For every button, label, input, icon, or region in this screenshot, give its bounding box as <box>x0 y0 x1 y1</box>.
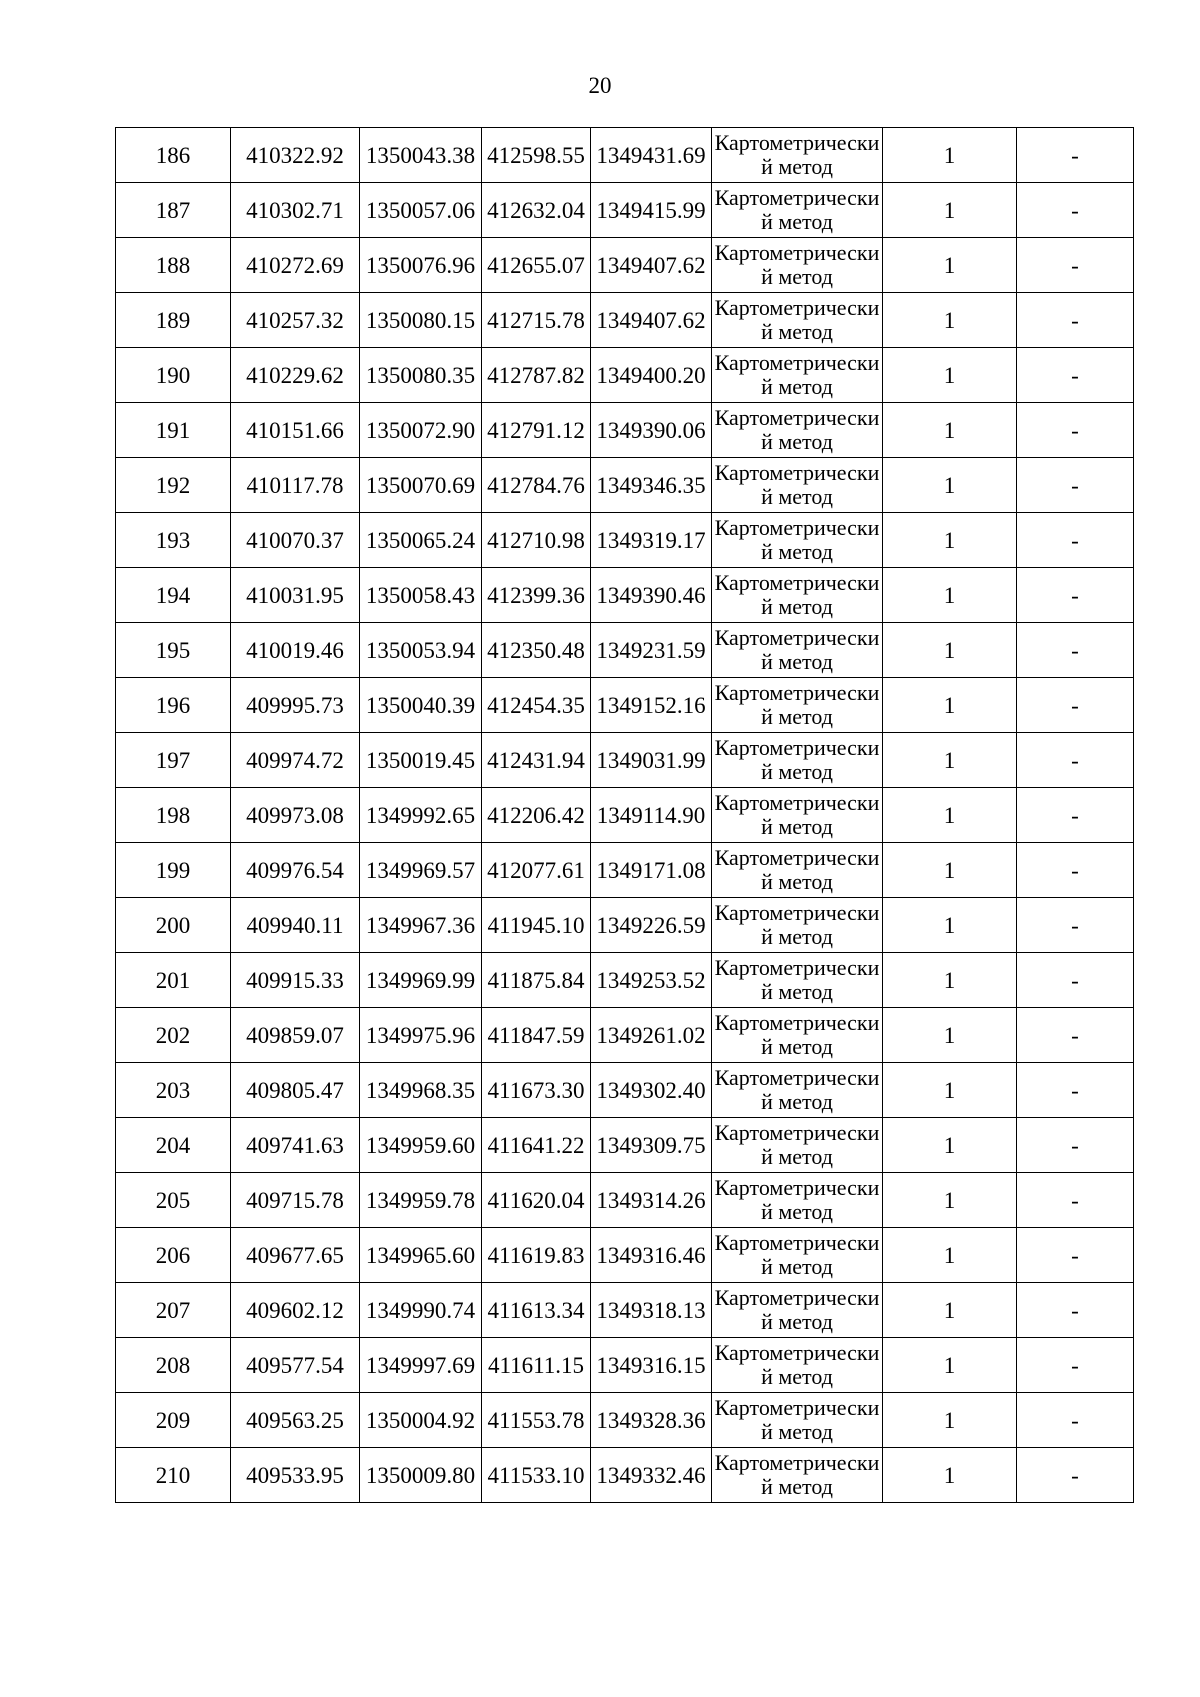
point-number-cell: 197 <box>116 733 231 788</box>
point-number-cell: 209 <box>116 1393 231 1448</box>
method-cell: Картометрический метод <box>712 843 883 898</box>
description-cell: - <box>1017 733 1134 788</box>
accuracy-cell: 1 <box>883 1118 1017 1173</box>
y-coordinate-new-cell: 1349309.75 <box>591 1118 712 1173</box>
y-coordinate-existing-cell: 1350009.80 <box>360 1448 482 1503</box>
table-body <box>116 128 1134 1503</box>
x-coordinate-new-cell: 411553.78 <box>482 1393 591 1448</box>
point-number-cell: 187 <box>116 183 231 238</box>
y-coordinate-new-cell: 1349253.52 <box>591 953 712 1008</box>
table-row <box>116 733 1134 788</box>
x-coordinate-existing-cell: 410070.37 <box>231 513 360 568</box>
point-number-cell: 192 <box>116 458 231 513</box>
y-coordinate-new-cell: 1349328.36 <box>591 1393 712 1448</box>
description-cell: - <box>1017 953 1134 1008</box>
description-cell: - <box>1017 898 1134 953</box>
description-cell: - <box>1017 1173 1134 1228</box>
accuracy-cell: 1 <box>883 238 1017 293</box>
accuracy-cell: 1 <box>883 568 1017 623</box>
accuracy-cell: 1 <box>883 1338 1017 1393</box>
x-coordinate-existing-cell: 409577.54 <box>231 1338 360 1393</box>
method-cell: Картометрический метод <box>712 788 883 843</box>
y-coordinate-existing-cell: 1350004.92 <box>360 1393 482 1448</box>
point-number-cell: 205 <box>116 1173 231 1228</box>
y-coordinate-existing-cell: 1349969.99 <box>360 953 482 1008</box>
description-cell: - <box>1017 788 1134 843</box>
y-coordinate-new-cell: 1349318.13 <box>591 1283 712 1338</box>
method-cell: Картометрический метод <box>712 238 883 293</box>
method-cell: Картометрический метод <box>712 458 883 513</box>
method-cell: Картометрический метод <box>712 568 883 623</box>
point-number-cell: 207 <box>116 1283 231 1338</box>
x-coordinate-existing-cell: 409563.25 <box>231 1393 360 1448</box>
description-cell: - <box>1017 183 1134 238</box>
table-row <box>116 953 1134 1008</box>
y-coordinate-new-cell: 1349407.62 <box>591 238 712 293</box>
x-coordinate-new-cell: 412791.12 <box>482 403 591 458</box>
y-coordinate-new-cell: 1349319.17 <box>591 513 712 568</box>
method-cell: Картометрический метод <box>712 1448 883 1503</box>
x-coordinate-existing-cell: 410322.92 <box>231 128 360 183</box>
accuracy-cell: 1 <box>883 623 1017 678</box>
y-coordinate-existing-cell: 1349959.60 <box>360 1118 482 1173</box>
y-coordinate-existing-cell: 1350070.69 <box>360 458 482 513</box>
accuracy-cell: 1 <box>883 513 1017 568</box>
x-coordinate-new-cell: 411945.10 <box>482 898 591 953</box>
y-coordinate-existing-cell: 1350057.06 <box>360 183 482 238</box>
y-coordinate-new-cell: 1349226.59 <box>591 898 712 953</box>
description-cell: - <box>1017 128 1134 183</box>
table-row <box>116 568 1134 623</box>
x-coordinate-new-cell: 412399.36 <box>482 568 591 623</box>
y-coordinate-new-cell: 1349407.62 <box>591 293 712 348</box>
x-coordinate-existing-cell: 410151.66 <box>231 403 360 458</box>
x-coordinate-new-cell: 412206.42 <box>482 788 591 843</box>
y-coordinate-new-cell: 1349390.46 <box>591 568 712 623</box>
accuracy-cell: 1 <box>883 1173 1017 1228</box>
accuracy-cell: 1 <box>883 1008 1017 1063</box>
method-cell: Картометрический метод <box>712 293 883 348</box>
table-row <box>116 458 1134 513</box>
table-row <box>116 1118 1134 1173</box>
method-cell: Картометрический метод <box>712 183 883 238</box>
method-cell: Картометрический метод <box>712 403 883 458</box>
x-coordinate-new-cell: 411641.22 <box>482 1118 591 1173</box>
table-row <box>116 678 1134 733</box>
x-coordinate-existing-cell: 410302.71 <box>231 183 360 238</box>
x-coordinate-new-cell: 411673.30 <box>482 1063 591 1118</box>
description-cell: - <box>1017 1063 1134 1118</box>
method-cell: Картометрический метод <box>712 1228 883 1283</box>
accuracy-cell: 1 <box>883 953 1017 1008</box>
x-coordinate-new-cell: 412454.35 <box>482 678 591 733</box>
x-coordinate-existing-cell: 410257.32 <box>231 293 360 348</box>
page-number: 20 <box>588 73 612 98</box>
x-coordinate-existing-cell: 409741.63 <box>231 1118 360 1173</box>
description-cell: - <box>1017 1228 1134 1283</box>
table-row <box>116 843 1134 898</box>
y-coordinate-new-cell: 1349431.69 <box>591 128 712 183</box>
x-coordinate-existing-cell: 410229.62 <box>231 348 360 403</box>
description-cell: - <box>1017 1283 1134 1338</box>
method-cell: Картометрический метод <box>712 1008 883 1063</box>
x-coordinate-existing-cell: 410019.46 <box>231 623 360 678</box>
y-coordinate-new-cell: 1349400.20 <box>591 348 712 403</box>
method-cell: Картометрический метод <box>712 348 883 403</box>
point-number-cell: 201 <box>116 953 231 1008</box>
y-coordinate-existing-cell: 1349997.69 <box>360 1338 482 1393</box>
table-row <box>116 1448 1134 1503</box>
point-number-cell: 204 <box>116 1118 231 1173</box>
point-number-cell: 206 <box>116 1228 231 1283</box>
description-cell: - <box>1017 293 1134 348</box>
accuracy-cell: 1 <box>883 1283 1017 1338</box>
table-row <box>116 898 1134 953</box>
y-coordinate-new-cell: 1349415.99 <box>591 183 712 238</box>
y-coordinate-existing-cell: 1349965.60 <box>360 1228 482 1283</box>
point-number-cell: 195 <box>116 623 231 678</box>
x-coordinate-new-cell: 411847.59 <box>482 1008 591 1063</box>
x-coordinate-new-cell: 411619.83 <box>482 1228 591 1283</box>
table-row <box>116 1283 1134 1338</box>
accuracy-cell: 1 <box>883 843 1017 898</box>
accuracy-cell: 1 <box>883 128 1017 183</box>
y-coordinate-new-cell: 1349114.90 <box>591 788 712 843</box>
description-cell: - <box>1017 1008 1134 1063</box>
table-row <box>116 238 1134 293</box>
table-row <box>116 403 1134 458</box>
y-coordinate-existing-cell: 1349959.78 <box>360 1173 482 1228</box>
x-coordinate-existing-cell: 409677.65 <box>231 1228 360 1283</box>
point-number-cell: 191 <box>116 403 231 458</box>
table-row <box>116 183 1134 238</box>
description-cell: - <box>1017 843 1134 898</box>
y-coordinate-existing-cell: 1349992.65 <box>360 788 482 843</box>
y-coordinate-existing-cell: 1349975.96 <box>360 1008 482 1063</box>
point-number-cell: 190 <box>116 348 231 403</box>
description-cell: - <box>1017 1118 1134 1173</box>
method-cell: Картометрический метод <box>712 678 883 733</box>
point-number-cell: 200 <box>116 898 231 953</box>
x-coordinate-existing-cell: 409805.47 <box>231 1063 360 1118</box>
table-row <box>116 1393 1134 1448</box>
y-coordinate-existing-cell: 1350080.35 <box>360 348 482 403</box>
method-cell: Картометрический метод <box>712 1393 883 1448</box>
method-cell: Картометрический метод <box>712 623 883 678</box>
description-cell: - <box>1017 623 1134 678</box>
x-coordinate-existing-cell: 410031.95 <box>231 568 360 623</box>
y-coordinate-new-cell: 1349261.02 <box>591 1008 712 1063</box>
table-row <box>116 1063 1134 1118</box>
y-coordinate-new-cell: 1349332.46 <box>591 1448 712 1503</box>
x-coordinate-existing-cell: 409940.11 <box>231 898 360 953</box>
x-coordinate-new-cell: 412598.55 <box>482 128 591 183</box>
method-cell: Картометрический метод <box>712 1118 883 1173</box>
point-number-cell: 188 <box>116 238 231 293</box>
x-coordinate-new-cell: 412431.94 <box>482 733 591 788</box>
point-number-cell: 208 <box>116 1338 231 1393</box>
table-row <box>116 1173 1134 1228</box>
method-cell: Картометрический метод <box>712 1283 883 1338</box>
table-row <box>116 788 1134 843</box>
y-coordinate-new-cell: 1349231.59 <box>591 623 712 678</box>
y-coordinate-existing-cell: 1349967.36 <box>360 898 482 953</box>
y-coordinate-new-cell: 1349346.35 <box>591 458 712 513</box>
description-cell: - <box>1017 1393 1134 1448</box>
point-number-cell: 189 <box>116 293 231 348</box>
description-cell: - <box>1017 513 1134 568</box>
x-coordinate-new-cell: 412715.78 <box>482 293 591 348</box>
accuracy-cell: 1 <box>883 1448 1017 1503</box>
point-number-cell: 198 <box>116 788 231 843</box>
description-cell: - <box>1017 348 1134 403</box>
point-number-cell: 199 <box>116 843 231 898</box>
accuracy-cell: 1 <box>883 403 1017 458</box>
y-coordinate-existing-cell: 1350019.45 <box>360 733 482 788</box>
description-cell: - <box>1017 458 1134 513</box>
x-coordinate-new-cell: 412710.98 <box>482 513 591 568</box>
method-cell: Картометрический метод <box>712 1338 883 1393</box>
point-number-cell: 202 <box>116 1008 231 1063</box>
x-coordinate-existing-cell: 409973.08 <box>231 788 360 843</box>
x-coordinate-new-cell: 411613.34 <box>482 1283 591 1338</box>
description-cell: - <box>1017 238 1134 293</box>
accuracy-cell: 1 <box>883 1393 1017 1448</box>
x-coordinate-new-cell: 411533.10 <box>482 1448 591 1503</box>
point-number-cell: 186 <box>116 128 231 183</box>
x-coordinate-new-cell: 412655.07 <box>482 238 591 293</box>
table-row <box>116 128 1134 183</box>
y-coordinate-new-cell: 1349316.46 <box>591 1228 712 1283</box>
point-number-cell: 194 <box>116 568 231 623</box>
x-coordinate-existing-cell: 409995.73 <box>231 678 360 733</box>
method-cell: Картометрический метод <box>712 128 883 183</box>
accuracy-cell: 1 <box>883 1063 1017 1118</box>
description-cell: - <box>1017 403 1134 458</box>
x-coordinate-existing-cell: 409533.95 <box>231 1448 360 1503</box>
point-number-cell: 196 <box>116 678 231 733</box>
description-cell: - <box>1017 1448 1134 1503</box>
y-coordinate-new-cell: 1349031.99 <box>591 733 712 788</box>
x-coordinate-new-cell: 412784.76 <box>482 458 591 513</box>
table-row <box>116 348 1134 403</box>
table-row <box>116 293 1134 348</box>
y-coordinate-existing-cell: 1349968.35 <box>360 1063 482 1118</box>
x-coordinate-existing-cell: 409602.12 <box>231 1283 360 1338</box>
description-cell: - <box>1017 1338 1134 1393</box>
point-number-cell: 210 <box>116 1448 231 1503</box>
description-cell: - <box>1017 678 1134 733</box>
point-number-cell: 203 <box>116 1063 231 1118</box>
x-coordinate-new-cell: 411611.15 <box>482 1338 591 1393</box>
method-cell: Картометрический метод <box>712 1173 883 1228</box>
table-row <box>116 623 1134 678</box>
x-coordinate-existing-cell: 409915.33 <box>231 953 360 1008</box>
x-coordinate-new-cell: 412077.61 <box>482 843 591 898</box>
y-coordinate-existing-cell: 1349969.57 <box>360 843 482 898</box>
y-coordinate-existing-cell: 1350053.94 <box>360 623 482 678</box>
method-cell: Картометрический метод <box>712 1063 883 1118</box>
method-cell: Картометрический метод <box>712 733 883 788</box>
x-coordinate-existing-cell: 409976.54 <box>231 843 360 898</box>
y-coordinate-existing-cell: 1350065.24 <box>360 513 482 568</box>
accuracy-cell: 1 <box>883 788 1017 843</box>
accuracy-cell: 1 <box>883 293 1017 348</box>
description-cell: - <box>1017 568 1134 623</box>
y-coordinate-existing-cell: 1349990.74 <box>360 1283 482 1338</box>
x-coordinate-new-cell: 411875.84 <box>482 953 591 1008</box>
x-coordinate-existing-cell: 409859.07 <box>231 1008 360 1063</box>
table-row <box>116 1008 1134 1063</box>
accuracy-cell: 1 <box>883 678 1017 733</box>
table-row <box>116 1338 1134 1393</box>
y-coordinate-existing-cell: 1350040.39 <box>360 678 482 733</box>
x-coordinate-existing-cell: 410117.78 <box>231 458 360 513</box>
table-row <box>116 513 1134 568</box>
y-coordinate-existing-cell: 1350043.38 <box>360 128 482 183</box>
x-coordinate-existing-cell: 410272.69 <box>231 238 360 293</box>
point-number-cell: 193 <box>116 513 231 568</box>
x-coordinate-existing-cell: 409715.78 <box>231 1173 360 1228</box>
y-coordinate-new-cell: 1349314.26 <box>591 1173 712 1228</box>
y-coordinate-existing-cell: 1350080.15 <box>360 293 482 348</box>
y-coordinate-new-cell: 1349171.08 <box>591 843 712 898</box>
y-coordinate-new-cell: 1349316.15 <box>591 1338 712 1393</box>
x-coordinate-new-cell: 412350.48 <box>482 623 591 678</box>
method-cell: Картометрический метод <box>712 898 883 953</box>
coordinates-table <box>115 127 1134 1503</box>
y-coordinate-existing-cell: 1350076.96 <box>360 238 482 293</box>
accuracy-cell: 1 <box>883 458 1017 513</box>
method-cell: Картометрический метод <box>712 953 883 1008</box>
table-row <box>116 1228 1134 1283</box>
y-coordinate-new-cell: 1349152.16 <box>591 678 712 733</box>
method-cell: Картометрический метод <box>712 513 883 568</box>
x-coordinate-new-cell: 412787.82 <box>482 348 591 403</box>
x-coordinate-existing-cell: 409974.72 <box>231 733 360 788</box>
x-coordinate-new-cell: 411620.04 <box>482 1173 591 1228</box>
x-coordinate-new-cell: 412632.04 <box>482 183 591 238</box>
y-coordinate-existing-cell: 1350072.90 <box>360 403 482 458</box>
accuracy-cell: 1 <box>883 348 1017 403</box>
y-coordinate-new-cell: 1349390.06 <box>591 403 712 458</box>
y-coordinate-existing-cell: 1350058.43 <box>360 568 482 623</box>
accuracy-cell: 1 <box>883 1228 1017 1283</box>
accuracy-cell: 1 <box>883 733 1017 788</box>
accuracy-cell: 1 <box>883 183 1017 238</box>
accuracy-cell: 1 <box>883 898 1017 953</box>
y-coordinate-new-cell: 1349302.40 <box>591 1063 712 1118</box>
